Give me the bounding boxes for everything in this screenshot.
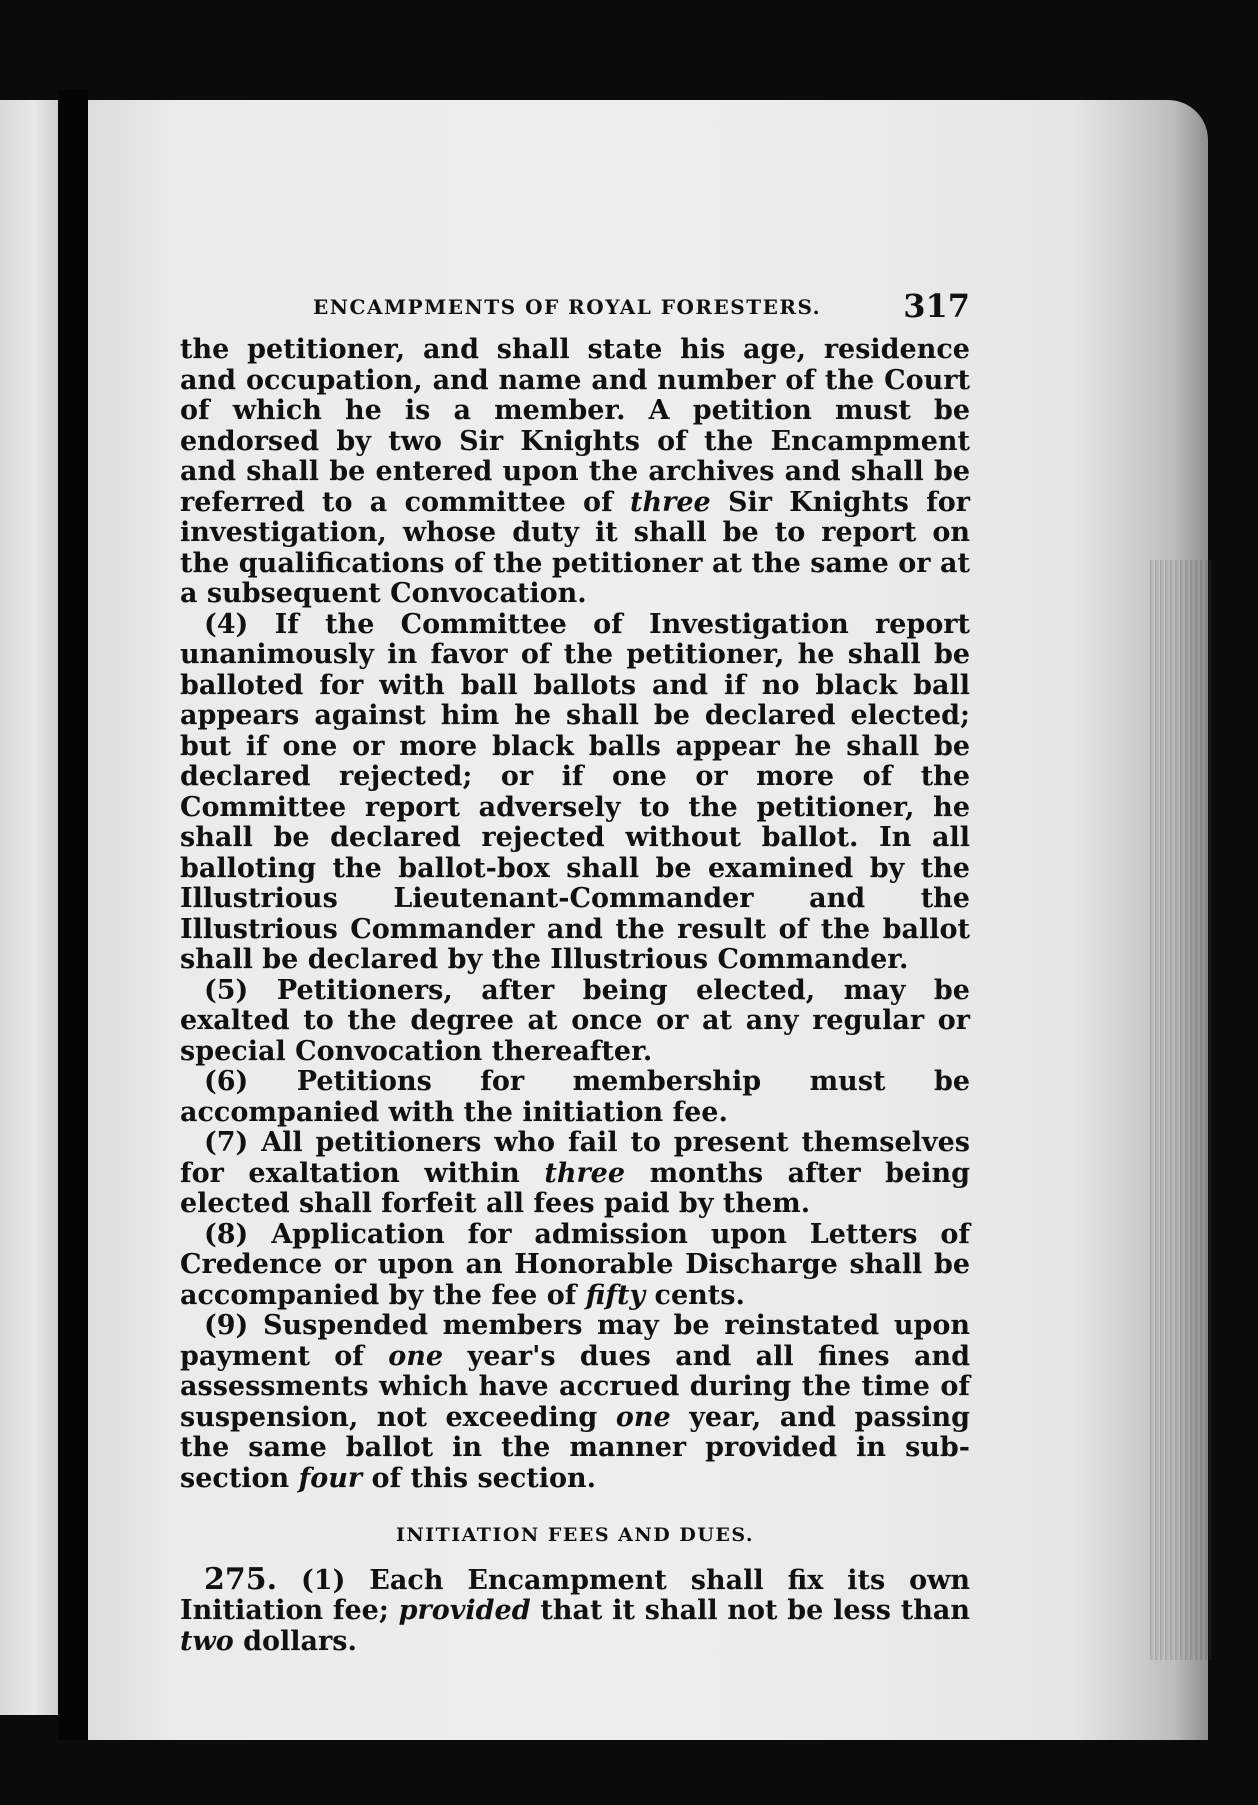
- running-head: [180, 285, 970, 335]
- paragraph-9: (9) Suspended members may be reinstated upon payment of one year's dues and all fines and assessments which have accrued during the time of suspension, not exceeding one year, and passing the same ballot in the manner provided in sub-section four of this section.: [180, 1310, 970, 1494]
- body-text: [180, 335, 970, 1657]
- book-gutter: [58, 90, 88, 1740]
- page-content: [180, 285, 970, 1657]
- paragraph-4: (4) If the Committee of Investigation report unanimously in favor of the petitioner, he shall be balloted for with ball ballots and if no black ball appears against him he shall be declared elected; but if one or more black balls appear he shall be declared rejected; or if one or more of the Committee report adversely to the petitioner, he shall be declared rejected without ballot. In all balloting the ballot-box shall be examined by the Illustrious Lieutenant-Commander and the Illustrious Commander and the result of the ballot shall be declared by the Illustrious Commander.: [180, 608, 970, 975]
- paragraph-6: (6) Petitions for membership must be accompanied with the initiation fee.: [180, 1066, 970, 1128]
- paragraph-5: (5) Petitioners, after being elected, may be exalted to the degree at once or at any regular or special Convocation thereafter.: [180, 974, 970, 1067]
- paragraph-7: (7) All petitioners who fail to present themselves for exaltation within three months after being elected shall forfeit all fees paid by them.: [180, 1127, 970, 1219]
- section-275-paragraph: 275. (1) Each Encampment shall fix its own Initiation fee; provided that it shall not be less than two dollars.: [180, 1561, 970, 1657]
- paragraph-continued: the petitioner, and shall state his age, residence and occupation, and name and number of the Court of which he is a member. A petition must be endorsed by two Sir Knights of the Encampment and shall be entered upon the archives and shall be referred to a committee of three Sir Knights for investigation, whose duty it shall be to report on the qualifications of the petitioner at the same or at a subsequent Convocation.: [180, 334, 970, 609]
- section-number: 275.: [204, 1561, 278, 1597]
- running-title: ENCAMPMENTS OF ROYAL FORESTERS.: [313, 295, 822, 319]
- paragraph-8: (8) Application for admission upon Letters of Credence or upon an Honorable Discharge shall be accompanied by the fee of fifty cents.: [180, 1218, 970, 1311]
- page-number: 317: [903, 287, 970, 325]
- section-heading: INITIATION FEES AND DUES.: [395, 1524, 755, 1546]
- facing-page-edge: [0, 100, 58, 1715]
- page-edge-shading: [1150, 560, 1212, 1660]
